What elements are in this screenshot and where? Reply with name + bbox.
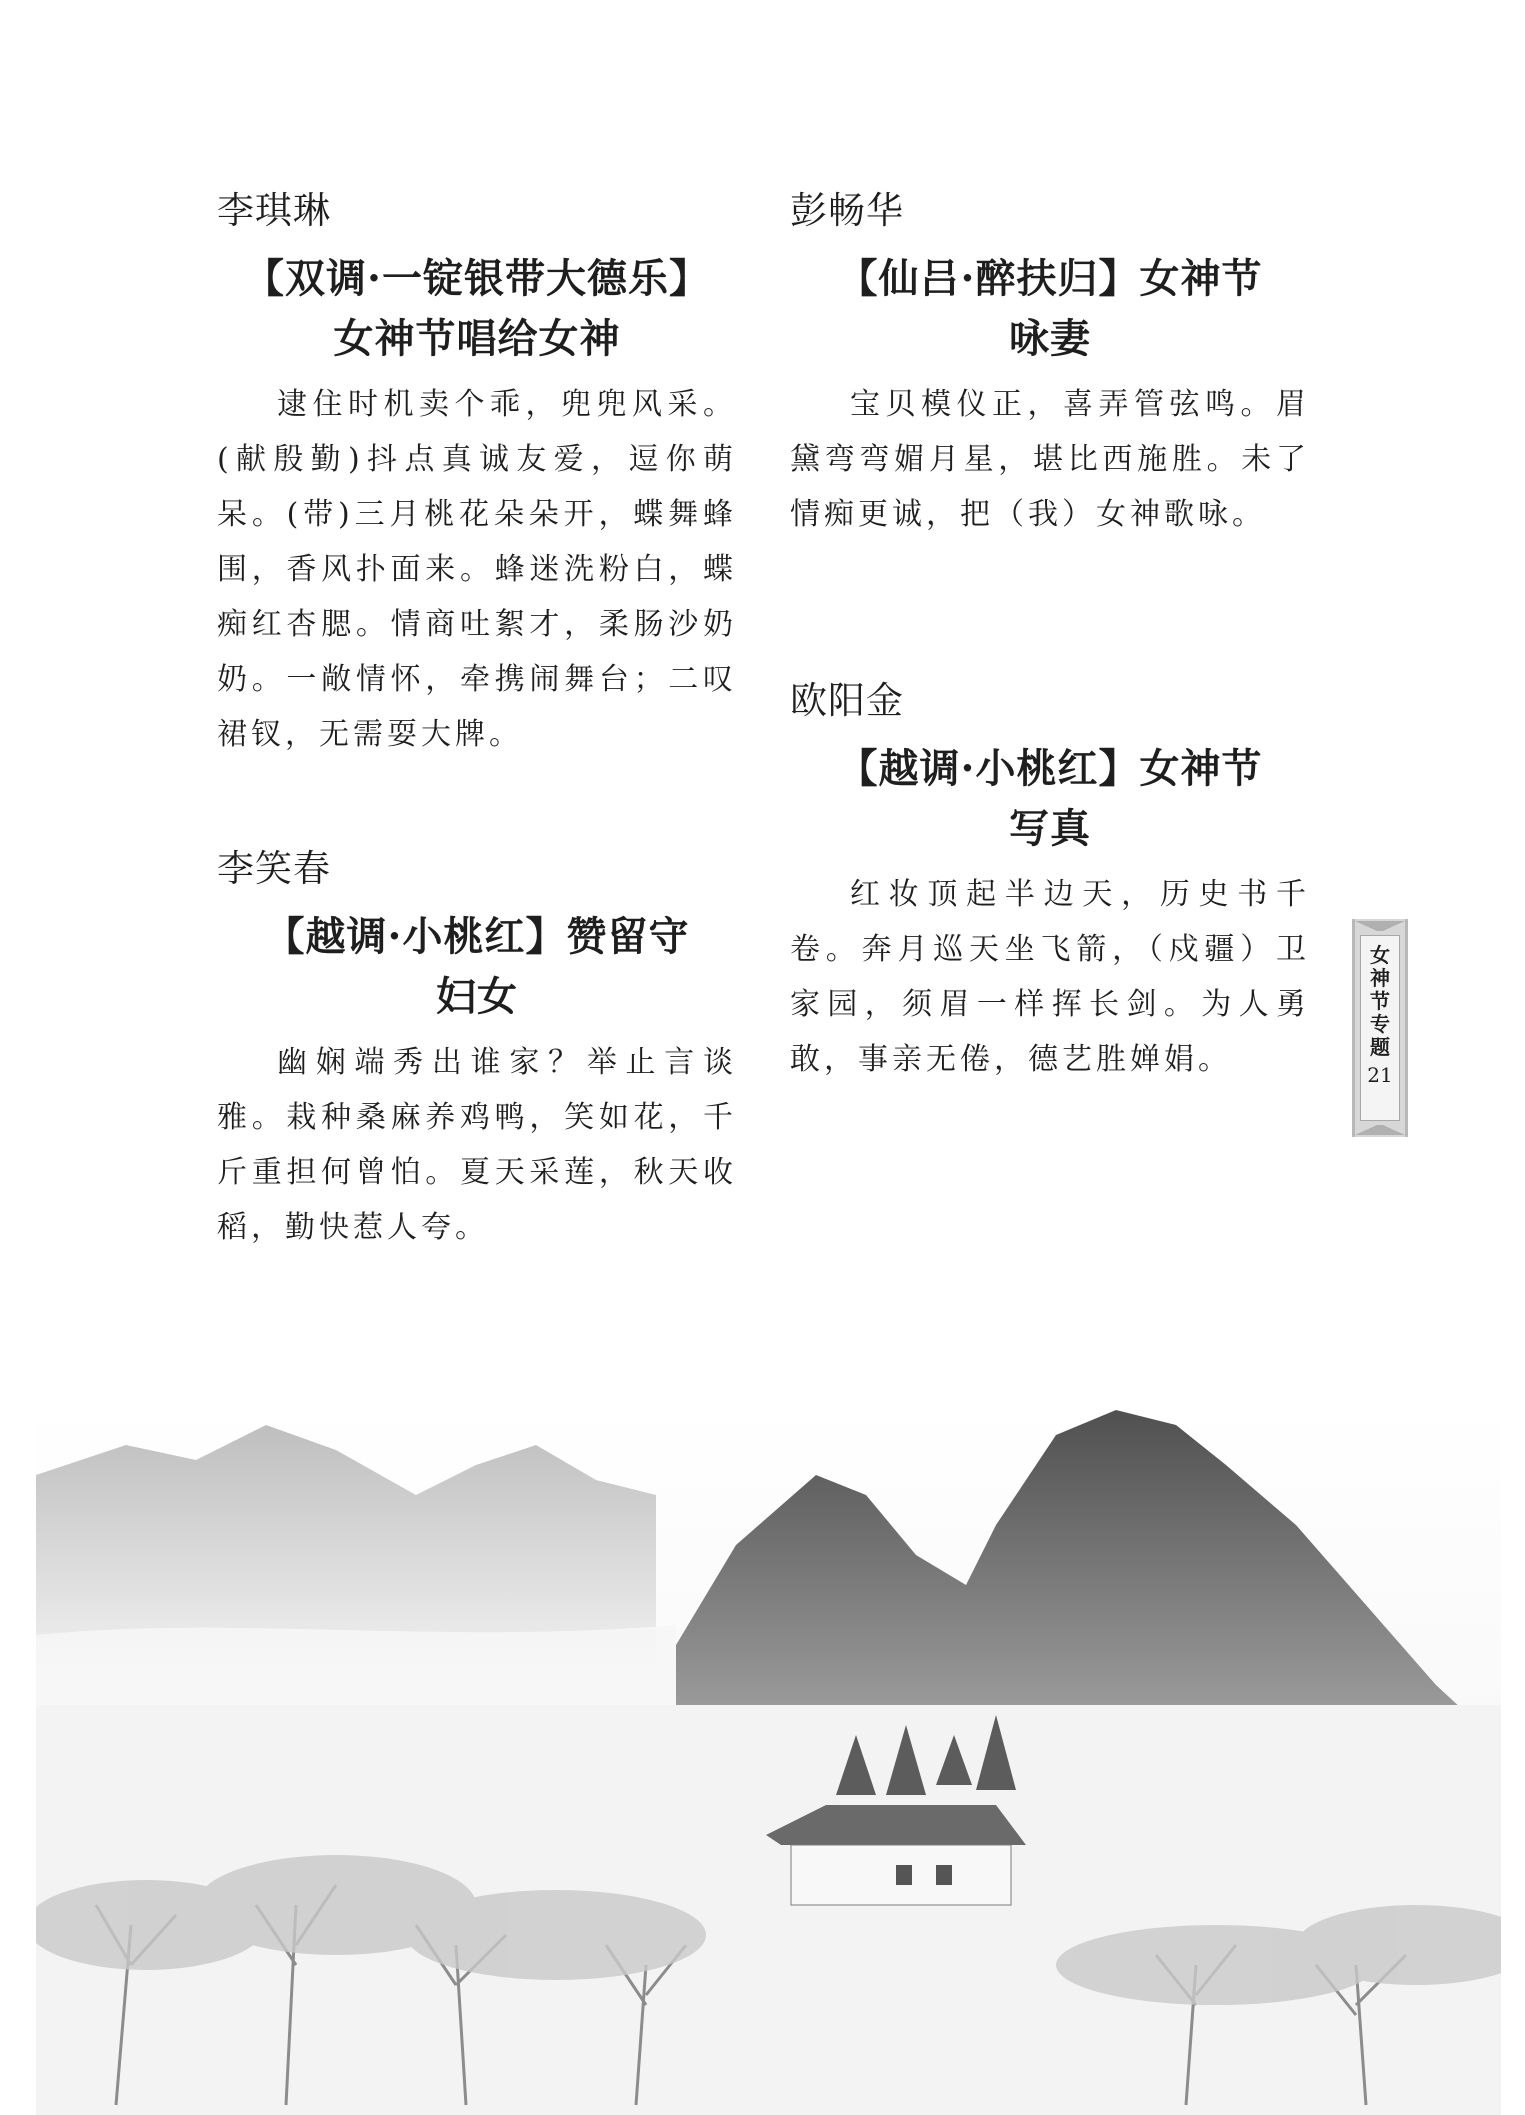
poem-title-line: 【越调·小桃红】赞留守 <box>264 913 690 960</box>
poem-body: 红妆顶起半边天，历史书千卷。奔月巡天坐飞箭，（戍疆）卫家园，须眉一样挥长剑。为人勇敢，事亲无倦，德艺胜婵娟。 <box>790 877 1310 1077</box>
poem-2 <box>217 845 737 1255</box>
poem-author: 李笑春 <box>217 847 331 890</box>
section-label: 女神节专题 <box>1370 943 1390 1059</box>
poem-title-line: 咏妻 <box>1009 315 1091 362</box>
poem-body: 宝贝模仪正，喜弄管弦鸣。眉黛弯弯媚月星，堪比西施胜。未了情痴更诚，把（我）女神歌咏。 <box>790 387 1310 532</box>
poem-title-line: 妇女 <box>436 973 518 1020</box>
poem-body: 逮住时机卖个乖，兜兜风采。(献殷勤)抖点真诚友爱，逗你萌呆。(带)三月桃花朵朵开，蝶舞蜂围，香风扑面来。蜂迷洗粉白，蝶痴红杏腮。情商吐絮才，柔肠沙奶奶。一敞情怀，牵携闹舞台；二叹裙钗，无需耍大牌。 <box>217 387 737 752</box>
section-tab <box>1352 919 1408 1137</box>
poem-title-line: 【越调·小桃红】女神节 <box>837 745 1263 792</box>
poem-title-line: 【仙吕·醉扶归】女神节 <box>837 255 1263 302</box>
poem-title-line: 写真 <box>1009 805 1091 852</box>
poem-author: 欧阳金 <box>790 679 904 722</box>
cottage <box>766 1805 1026 1905</box>
poem-body: 幽娴端秀出谁家？举止言谈雅。栽种桑麻养鸡鸭，笑如花，千斤重担何曾怕。夏天采莲，秋天收稻，勤快惹人夸。 <box>217 1045 737 1245</box>
poem-title <box>217 907 737 1027</box>
landscape-illustration <box>36 1405 1501 2115</box>
tab-cap-top <box>1355 921 1405 931</box>
poem-title <box>790 249 1310 369</box>
poem-title-line: 【双调·一锭银带大德乐】 <box>244 255 710 302</box>
poem-3 <box>790 187 1310 542</box>
tab-cap-bottom <box>1355 1125 1405 1135</box>
poem-title <box>217 249 737 369</box>
poem-1 <box>217 187 737 762</box>
poem-author: 彭畅华 <box>790 189 904 232</box>
page-number: 21 <box>1367 1063 1393 1087</box>
poem-4 <box>790 677 1310 1087</box>
tab-inner <box>1360 935 1400 1121</box>
poem-author: 李琪琳 <box>217 189 331 232</box>
poem-title-line: 女神节唱给女神 <box>333 315 621 362</box>
poem-title <box>790 739 1310 859</box>
